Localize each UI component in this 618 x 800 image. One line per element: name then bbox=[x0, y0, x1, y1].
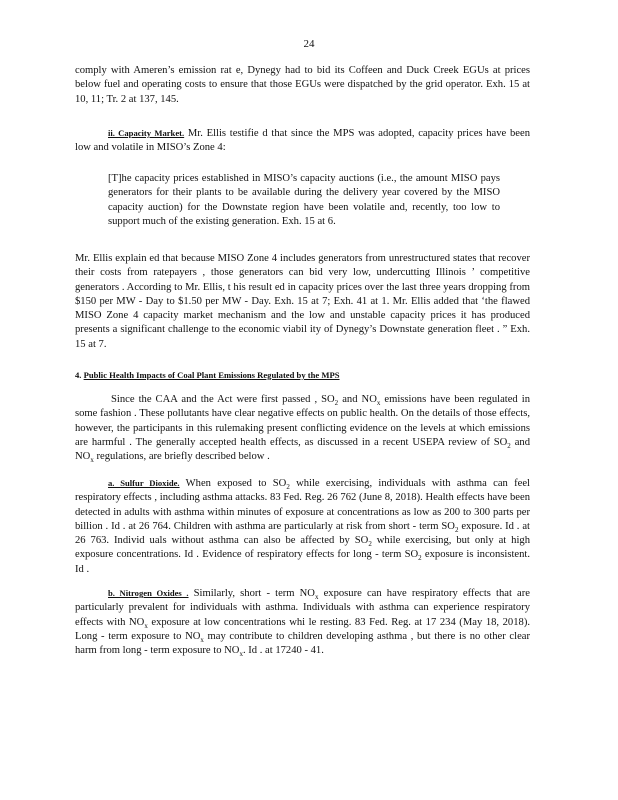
text-run: exposure at low concentrations whi le resting. 83 Fed. Reg. at 17 234 (May 18, 2018). Long - term exposure to NO bbox=[75, 616, 530, 642]
section-label-capacity-market: ii. Capacity Market. bbox=[108, 128, 185, 138]
subscript: x bbox=[376, 399, 381, 408]
text-run: and NO bbox=[338, 394, 377, 405]
subscript: x bbox=[239, 650, 243, 659]
subscript: 2 bbox=[507, 442, 511, 450]
text-run: Since the CAA and the Act were first passed , SO bbox=[111, 394, 335, 405]
block-quote: [T]he capacity prices established in MISO’s capacity auctions (i.e., the amount MISO pays generators for their plants to be available during the delivery year covered by the MISO capacity auction) for the Downstate region have been volatile and, recently, too low to support much of the existing generation. Exh. 15 at 6. bbox=[108, 173, 500, 227]
text-run: regulations, are briefly described below . bbox=[93, 451, 270, 463]
text-run: When exposed to SO bbox=[179, 478, 287, 489]
text-run: may contribute to children developing asthma , but there is no other clear harm from long - term exposure to NO bbox=[75, 630, 530, 657]
paragraph-nitrogen-oxides bbox=[75, 586, 530, 658]
text-run: and NO bbox=[75, 436, 530, 463]
subscript: x bbox=[314, 593, 319, 602]
text-run: Similarly, short - term NO bbox=[188, 588, 315, 599]
subscript: x bbox=[200, 636, 204, 644]
paragraph-dispatch: comply with Ameren’s emission rat e, Dynegy had to bid its Coffeen and Duck Creek EGUs at prices below fuel and operating costs to ensure that those EGUs were dispatched by the grid operator. Exh. 15 at 10, 11; Tr. 2 at 137, 145. bbox=[75, 65, 530, 105]
subscript: 2 bbox=[454, 526, 459, 534]
text-run: . Id . at 17240 - 41. bbox=[242, 645, 324, 657]
text-run: while exercising, but only at high exposure concentrations. Id . Evidence of respiratory effects for long - term SO bbox=[75, 535, 531, 561]
text-run: exposure. Id . at 26 763. Individ uals without asthma can also be affected by SO bbox=[75, 520, 530, 547]
section-heading-public-health bbox=[75, 368, 475, 382]
subscript: 2 bbox=[418, 554, 422, 563]
page-number: 24 bbox=[303, 38, 315, 50]
text-run: while exercising, individuals with asthma can feel respiratory effects , including asthma attacks. 83 Fed. Reg. 26 762 (June 8, 2018). Health effects have been detected in adults with asthma within minutes of exposure at concentrations as low as 200 to 300 parts per billion . Id . at 26 764. Children with asthma are particularly at risk from short - term SO bbox=[75, 478, 530, 532]
section-label-nitrogen-oxides: b. Nitrogen Oxides . bbox=[108, 588, 189, 598]
text-run: exposure can have respiratory effects that are particularly prevalent for individuals with asthma. Individuals with asthma can experience respiratory effects with NO bbox=[75, 588, 530, 628]
paragraph-capacity-market-text: Mr. Ellis testifie d that since the MPS was adopted, capacity prices have been low and volatile in MISO’s Zone 4: bbox=[75, 128, 530, 154]
text-run: emissions have been regulated in some fashion . These pollutants have clear negative effects on public health. On the details of those effects, however, the participants in this rulemaking present conflicting evidence on the levels at which emissions are harmful . The generally accepted health effects, as discussed in a recent USEPA review of SO bbox=[75, 394, 530, 448]
paragraph-miso-zone: Mr. Ellis explain ed that because MISO Zone 4 includes generators from unrestructured states that recover their costs from ratepayers , those generators can bid very low, undercutting Illinois ’ competitive generators . According to Mr. Ellis, t his result ed in capacity prices over the last three years dropping from $150 per MW - Day to $1.50 per MW - Day. Exh. 15 at 7; Exh. 41 at 1. Mr. Ellis added that ‘the flawed MISO Zone 4 capacity market mechanism and the low and unstable capacity prices it has produced presents a significant challenge to the economic viabil ity of Dynegy’s Downstate generation fleet . ” Exh. 15 at 7. bbox=[75, 253, 530, 350]
paragraph-capacity-market bbox=[75, 126, 530, 156]
paragraph-sulfur-dioxide bbox=[75, 476, 530, 577]
text-run: exposure is inconsistent. Id . bbox=[75, 549, 530, 575]
section-label-sulfur-dioxide: a. Sulfur Dioxide. bbox=[108, 478, 180, 488]
section-heading-text: Public Health Impacts of Coal Plant Emissions Regulated by the MPS bbox=[83, 370, 340, 380]
subscript: x bbox=[90, 456, 94, 465]
subscript: x bbox=[144, 621, 148, 630]
section-heading-number: 4. bbox=[75, 370, 82, 380]
subscript: 2 bbox=[368, 540, 372, 549]
subscript: 2 bbox=[334, 399, 339, 408]
paragraph-health-effects bbox=[75, 393, 530, 464]
subscript: 2 bbox=[286, 483, 290, 492]
